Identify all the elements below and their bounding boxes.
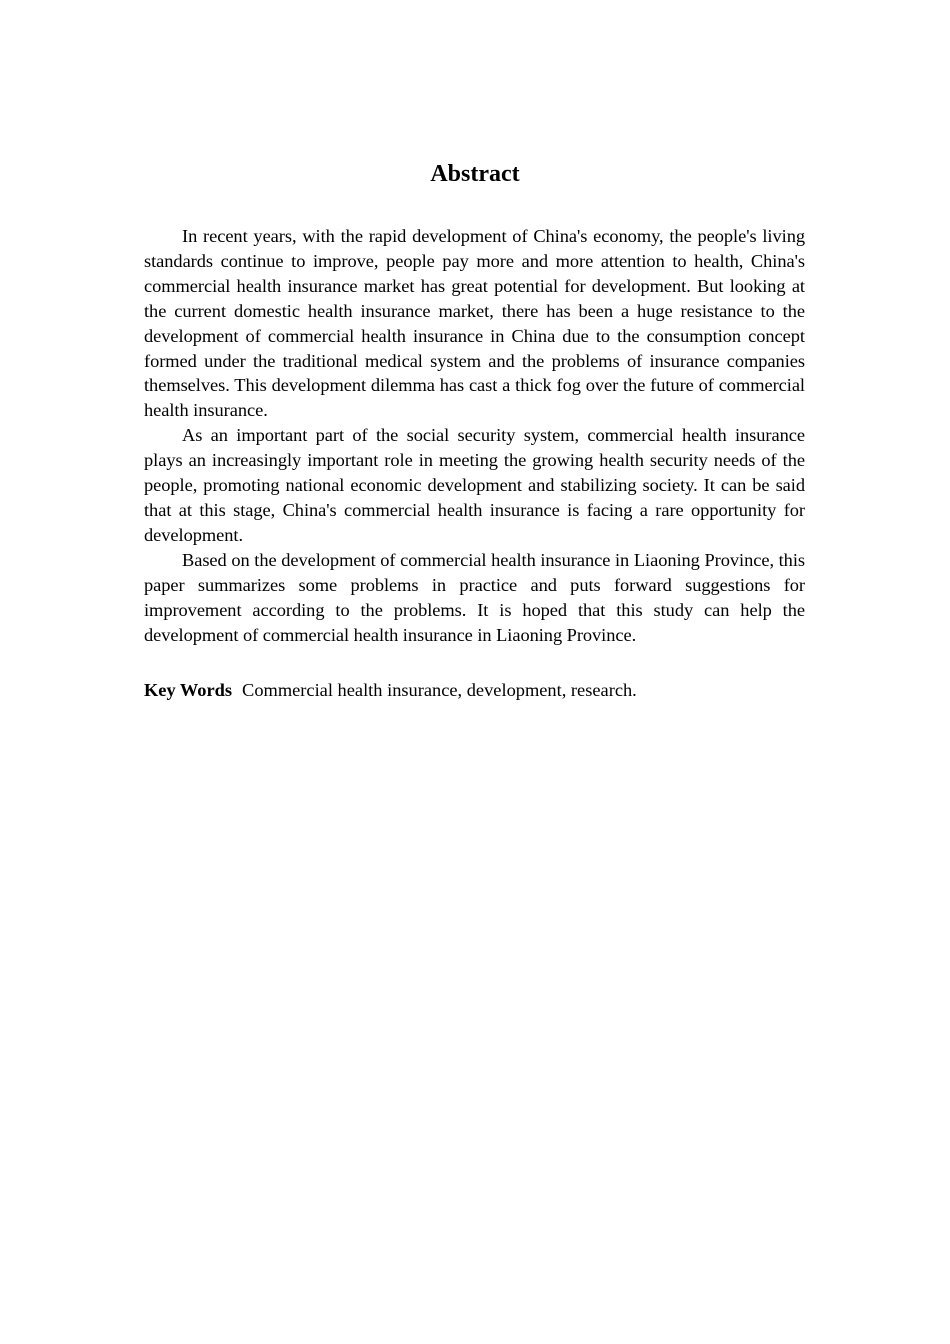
abstract-paragraph-1: In recent years, with the rapid development of China's economy, the people's living standards continue to improve, people pay more and more attention to health, China's commercial health insurance market has great potential for development. But looking at the current domestic health insurance market, there has been a huge resistance to the development of commercial health insurance in China due to the consumption concept formed under the traditional medical system and the problems of insurance companies themselves. This development dilemma has cast a thick fog over the future of commercial health insurance. [144,226,805,421]
abstract-body [144,224,805,647]
abstract-paragraph-2: As an important part of the social security system, commercial health insurance plays an increasingly important role in meeting the growing health security needs of the people, promoting national economic development and stabilizing society. It can be said that at this stage, China's commercial health insurance is facing a rare opportunity for development. [144,425,805,545]
keywords-label: Key Words [144,680,233,700]
page-title: Abstract [430,161,520,187]
keywords-value: Commercial health insurance, development, research. [242,680,637,700]
keywords-line [144,678,805,703]
abstract-paragraph-3: Based on the development of commercial health insurance in Liaoning Province, this paper summarizes some problems in practice and puts forward suggestions for improvement according to the problems. It is hoped that this study can help the development of commercial health insurance in Liaoning Province. [144,549,805,645]
